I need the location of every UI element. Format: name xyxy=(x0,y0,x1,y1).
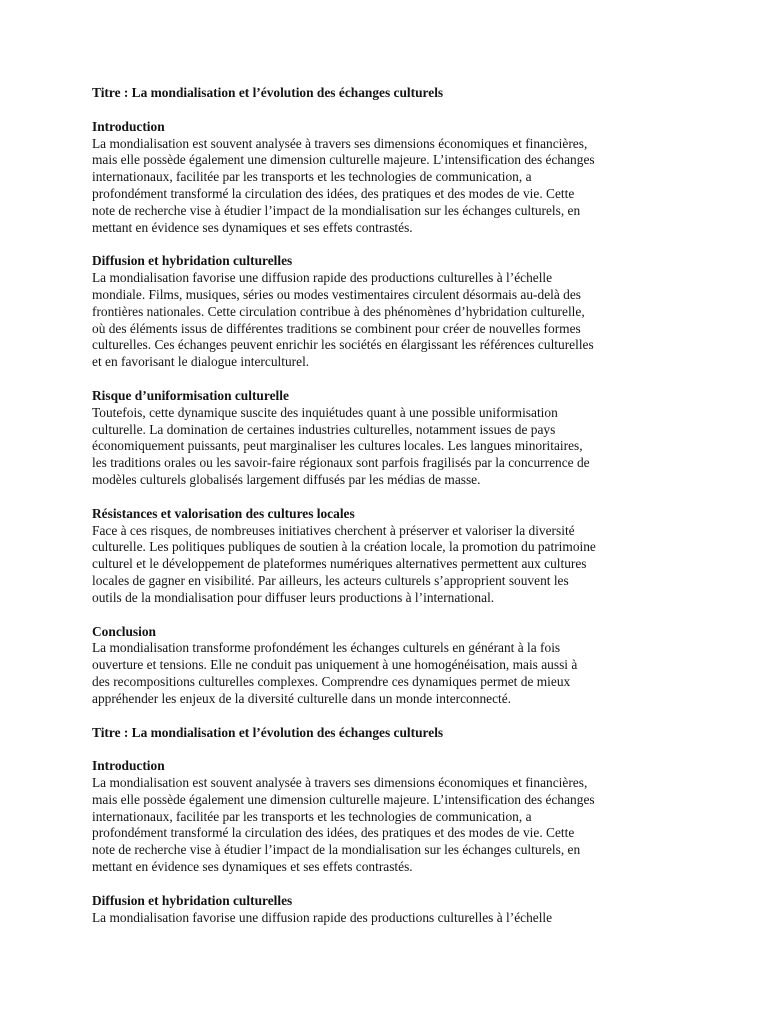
section-diffusion-repeat xyxy=(92,893,682,927)
section-paragraph xyxy=(92,136,682,237)
paragraph-line: internationaux, facilitée par les transports et les technologies de communication, a xyxy=(92,808,532,824)
section-introduction-repeat xyxy=(92,758,682,876)
section-conclusion xyxy=(92,624,682,708)
paragraph-line: Toutefois, cette dynamique suscite des inquiétudes quant à une possible uniformisation xyxy=(92,404,558,420)
section-paragraph xyxy=(92,270,682,371)
paragraph-line: culturelle. La domination de certaines industries culturelles, notamment issues de pays xyxy=(92,421,556,437)
section-heading: Introduction xyxy=(92,758,165,774)
section-risque xyxy=(92,388,682,489)
section-paragraph xyxy=(92,523,682,607)
paragraph-line: et en favorisant le dialogue interculturel. xyxy=(92,354,310,370)
document-title: Titre : La mondialisation et l’évolution des échanges culturels xyxy=(92,85,444,100)
paragraph-line: La mondialisation transforme profondément les échanges culturels en générant à la fois xyxy=(92,640,561,656)
paragraph-line: locales de gagner en visibilité. Par ailleurs, les acteurs culturels s’approprient souvent les xyxy=(92,572,569,588)
paragraph-line: frontières nationales. Cette circulation contribue à des phénomènes d’hybridation culturelle, xyxy=(92,303,585,319)
paragraph-line: économiquement puissants, peut marginaliser les cultures locales. Les langues minoritaires, xyxy=(92,438,583,454)
paragraph-line: La mondialisation favorise une diffusion rapide des productions culturelles à l’échelle xyxy=(92,909,553,925)
paragraph-line: mais elle possède également une dimension culturelle majeure. L’intensification des échanges xyxy=(92,791,595,807)
paragraph-line: note de recherche vise à étudier l’impact de la mondialisation sur les échanges culturels, en xyxy=(92,842,581,858)
section-heading: Introduction xyxy=(92,118,165,134)
paragraph-line: appréhender les enjeux de la diversité culturelle dans un monde interconnecté. xyxy=(92,690,512,706)
paragraph-line: La mondialisation favorise une diffusion rapide des productions culturelles à l’échelle xyxy=(92,270,553,286)
paragraph-line: Face à ces risques, de nombreuses initiatives cherchent à préserver et valoriser la diversité xyxy=(92,522,575,538)
paragraph-line: des recompositions culturelles complexes. Comprendre ces dynamiques permet de mieux xyxy=(92,673,571,689)
section-heading: Conclusion xyxy=(92,623,156,639)
section-paragraph xyxy=(92,640,682,707)
paragraph-line: note de recherche vise à étudier l’impact de la mondialisation sur les échanges culturels, en xyxy=(92,202,581,218)
section-introduction xyxy=(92,119,682,237)
section-resistances xyxy=(92,506,682,607)
paragraph-line: La mondialisation est souvent analysée à travers ses dimensions économiques et financières, xyxy=(92,135,588,151)
section-paragraph xyxy=(92,775,682,876)
section-heading: Résistances et valorisation des cultures locales xyxy=(92,505,355,521)
paragraph-line: mettant en évidence ses dynamiques et ses effets contrastés. xyxy=(92,859,413,875)
paragraph-line: modèles culturels globalisés largement diffusés par les médias de masse. xyxy=(92,471,481,487)
paragraph-line: outils de la mondialisation pour diffuser leurs productions à l’international. xyxy=(92,589,495,605)
document-page xyxy=(92,85,682,943)
paragraph-line: mais elle possède également une dimension culturelle majeure. L’intensification des échanges xyxy=(92,152,595,168)
paragraph-line: internationaux, facilitée par les transports et les technologies de communication, a xyxy=(92,169,532,185)
document-title-repeat: Titre : La mondialisation et l’évolution des échanges culturels xyxy=(92,724,444,740)
section-paragraph xyxy=(92,405,682,489)
paragraph-line: profondément transformé la circulation des idées, des pratiques et des modes de vie. Cette xyxy=(92,825,575,841)
section-diffusion xyxy=(92,253,682,371)
paragraph-line: où des éléments issus de différentes traditions se combinent pour créer de nouvelles formes xyxy=(92,320,581,336)
paragraph-line: profondément transformé la circulation des idées, des pratiques et des modes de vie. Cette xyxy=(92,185,575,201)
paragraph-line: ouverture et tensions. Elle ne conduit pas uniquement à une homogénéisation, mais aussi à xyxy=(92,657,578,673)
paragraph-line: culturelle. Les politiques publiques de soutien à la création locale, la promotion du patrimoine xyxy=(92,539,596,555)
paragraph-line: mondiale. Films, musiques, séries ou modes vestimentaires circulent désormais au-delà des xyxy=(92,286,582,302)
section-paragraph xyxy=(92,910,682,927)
paragraph-line: culturel et le développement de plateformes numériques alternatives permettent aux cultures xyxy=(92,556,587,572)
section-heading: Risque d’uniformisation culturelle xyxy=(92,387,289,403)
paragraph-line: culturelles. Ces échanges peuvent enrichir les sociétés en élargissant les références culturelles xyxy=(92,337,594,353)
section-heading: Diffusion et hybridation culturelles xyxy=(92,253,293,269)
section-heading: Diffusion et hybridation culturelles xyxy=(92,892,293,908)
paragraph-line: les traditions orales ou les savoir-faire régionaux sont parfois fragilisés par la concurrence de xyxy=(92,455,590,471)
paragraph-line: La mondialisation est souvent analysée à travers ses dimensions économiques et financières, xyxy=(92,775,588,791)
paragraph-line: mettant en évidence ses dynamiques et ses effets contrastés. xyxy=(92,219,413,235)
